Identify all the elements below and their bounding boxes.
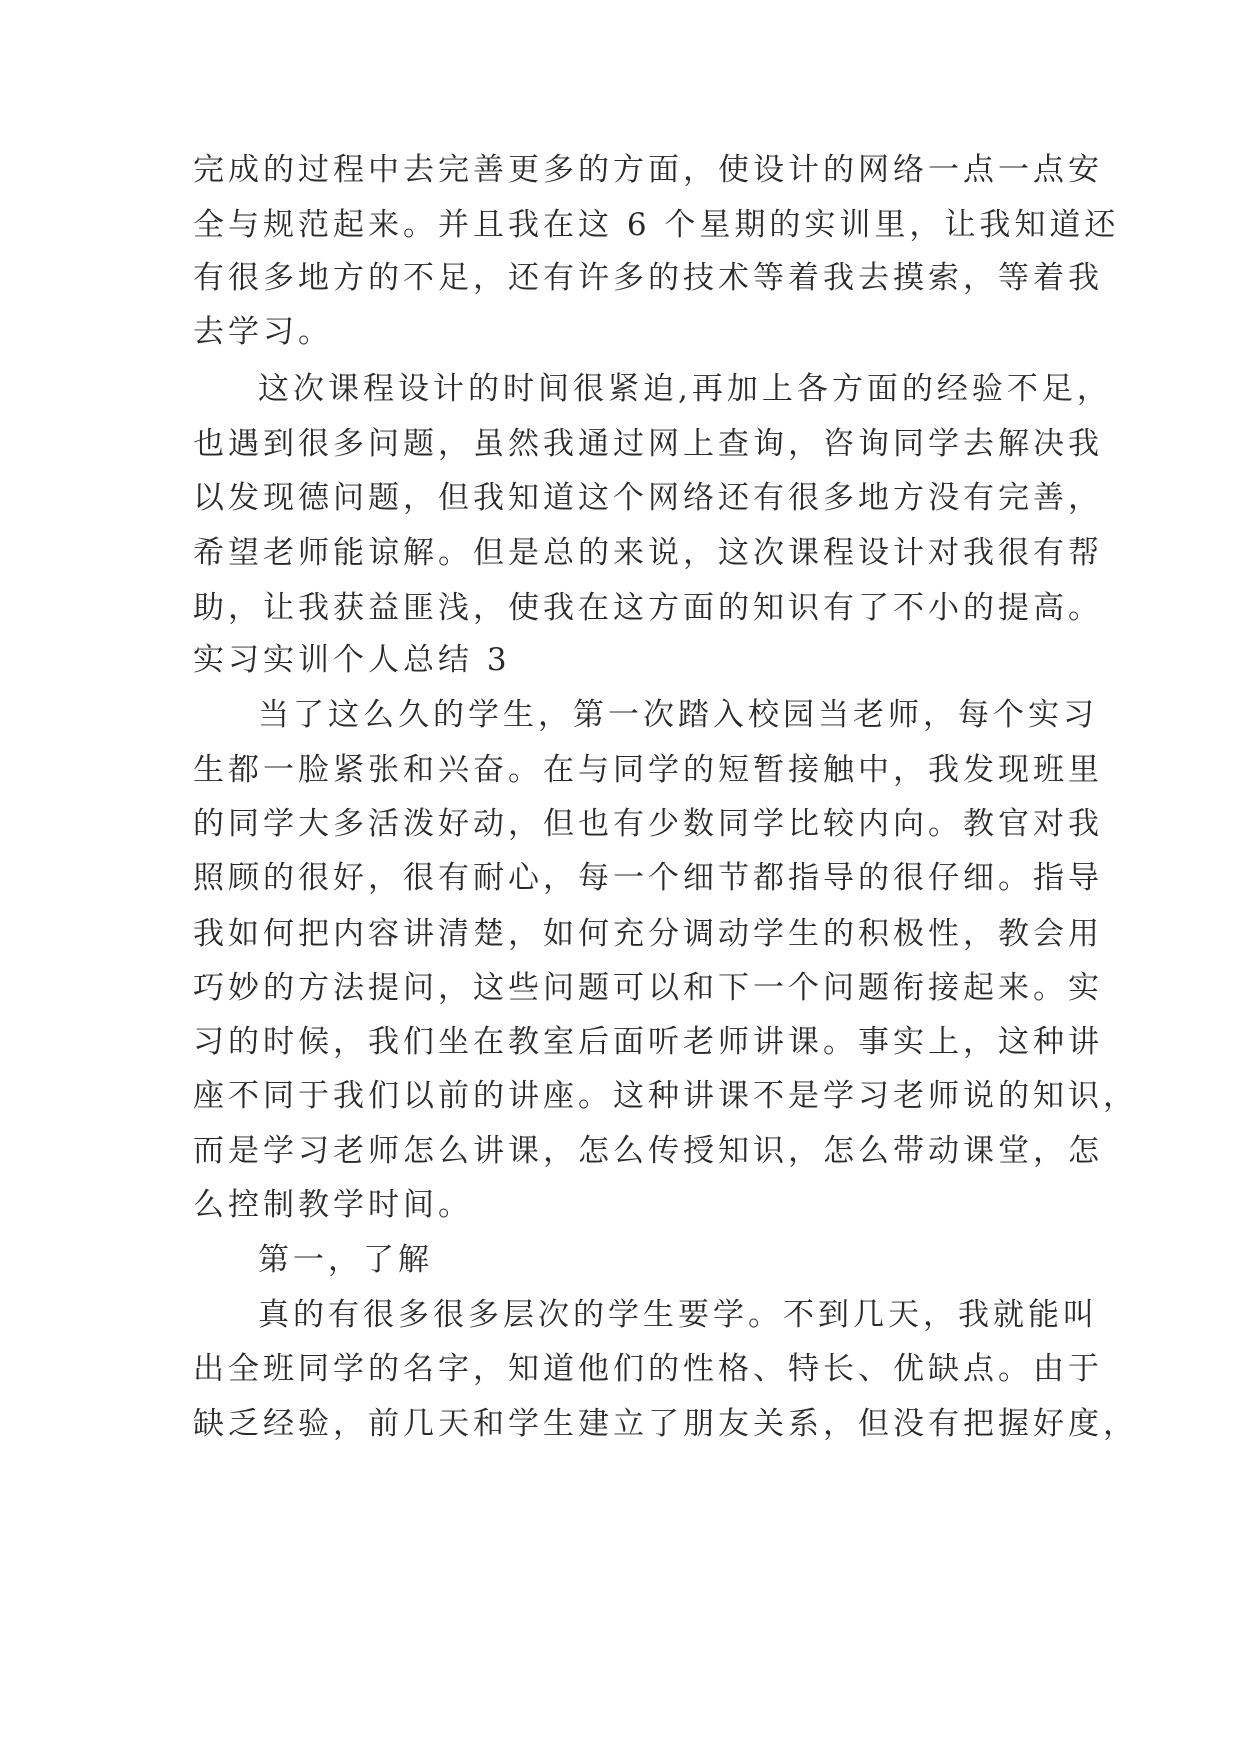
text-line: 以发现德问题，但我知道这个网络还有很多地方没有完善， xyxy=(193,480,1103,516)
text-line: 而是学习老师怎么讲课，怎么传授知识，怎么带动课堂，怎 xyxy=(193,1133,1103,1169)
text-line: 完成的过程中去完善更多的方面，使设计的网络一点一点安 xyxy=(193,152,1103,188)
text-line: 缺乏经验，前几天和学生建立了朋友关系，但没有把握好度， xyxy=(193,1406,1138,1442)
section-heading: 实习实训个人总结 3 xyxy=(193,642,511,678)
text-line: 全与规范起来。并且我在这 6 个星期的实训里，让我知道还 xyxy=(193,207,1120,243)
text-line: 巧妙的方法提问，这些问题可以和下一个问题衔接起来。实 xyxy=(193,970,1103,1006)
text-line: 助，让我获益匪浅，使我在这方面的知识有了不小的提高。 xyxy=(193,590,1103,626)
sub-heading: 第一，了解 xyxy=(258,1242,433,1278)
text-line: 出全班同学的名字，知道他们的性格、特长、优缺点。由于 xyxy=(193,1351,1103,1387)
text-line: 的同学大多活泼好动，但也有少数同学比较内向。教官对我 xyxy=(193,806,1103,842)
text-line: 真的有很多很多层次的学生要学。不到几天，我就能叫 xyxy=(258,1297,1098,1333)
text-line: 去学习。 xyxy=(193,314,333,350)
text-line: 当了这么久的学生，第一次踏入校园当老师，每个实习 xyxy=(258,697,1098,733)
text-line: 么控制教学时间。 xyxy=(193,1187,473,1223)
text-line: 照顾的很好，很有耐心，每一个细节都指导的很仔细。指导 xyxy=(193,860,1103,896)
text-line: 我如何把内容讲清楚，如何充分调动学生的积极性，教会用 xyxy=(193,916,1103,952)
text-line: 也遇到很多问题，虽然我通过网上查询，咨询同学去解决我 xyxy=(193,426,1103,462)
text-line: 有很多地方的不足，还有许多的技术等着我去摸索，等着我 xyxy=(193,260,1103,296)
text-line: 座不同于我们以前的讲座。这种讲课不是学习老师说的知识， xyxy=(193,1078,1138,1114)
text-line: 这次课程设计的时间很紧迫,再加上各方面的经验不足， xyxy=(258,371,1112,407)
text-line: 希望老师能谅解。但是总的来说，这次课程设计对我很有帮 xyxy=(193,535,1103,571)
text-line: 习的时候，我们坐在教室后面听老师讲课。事实上，这种讲 xyxy=(193,1024,1103,1060)
text-line: 生都一脸紧张和兴奋。在与同学的短暂接触中，我发现班里 xyxy=(193,752,1103,788)
